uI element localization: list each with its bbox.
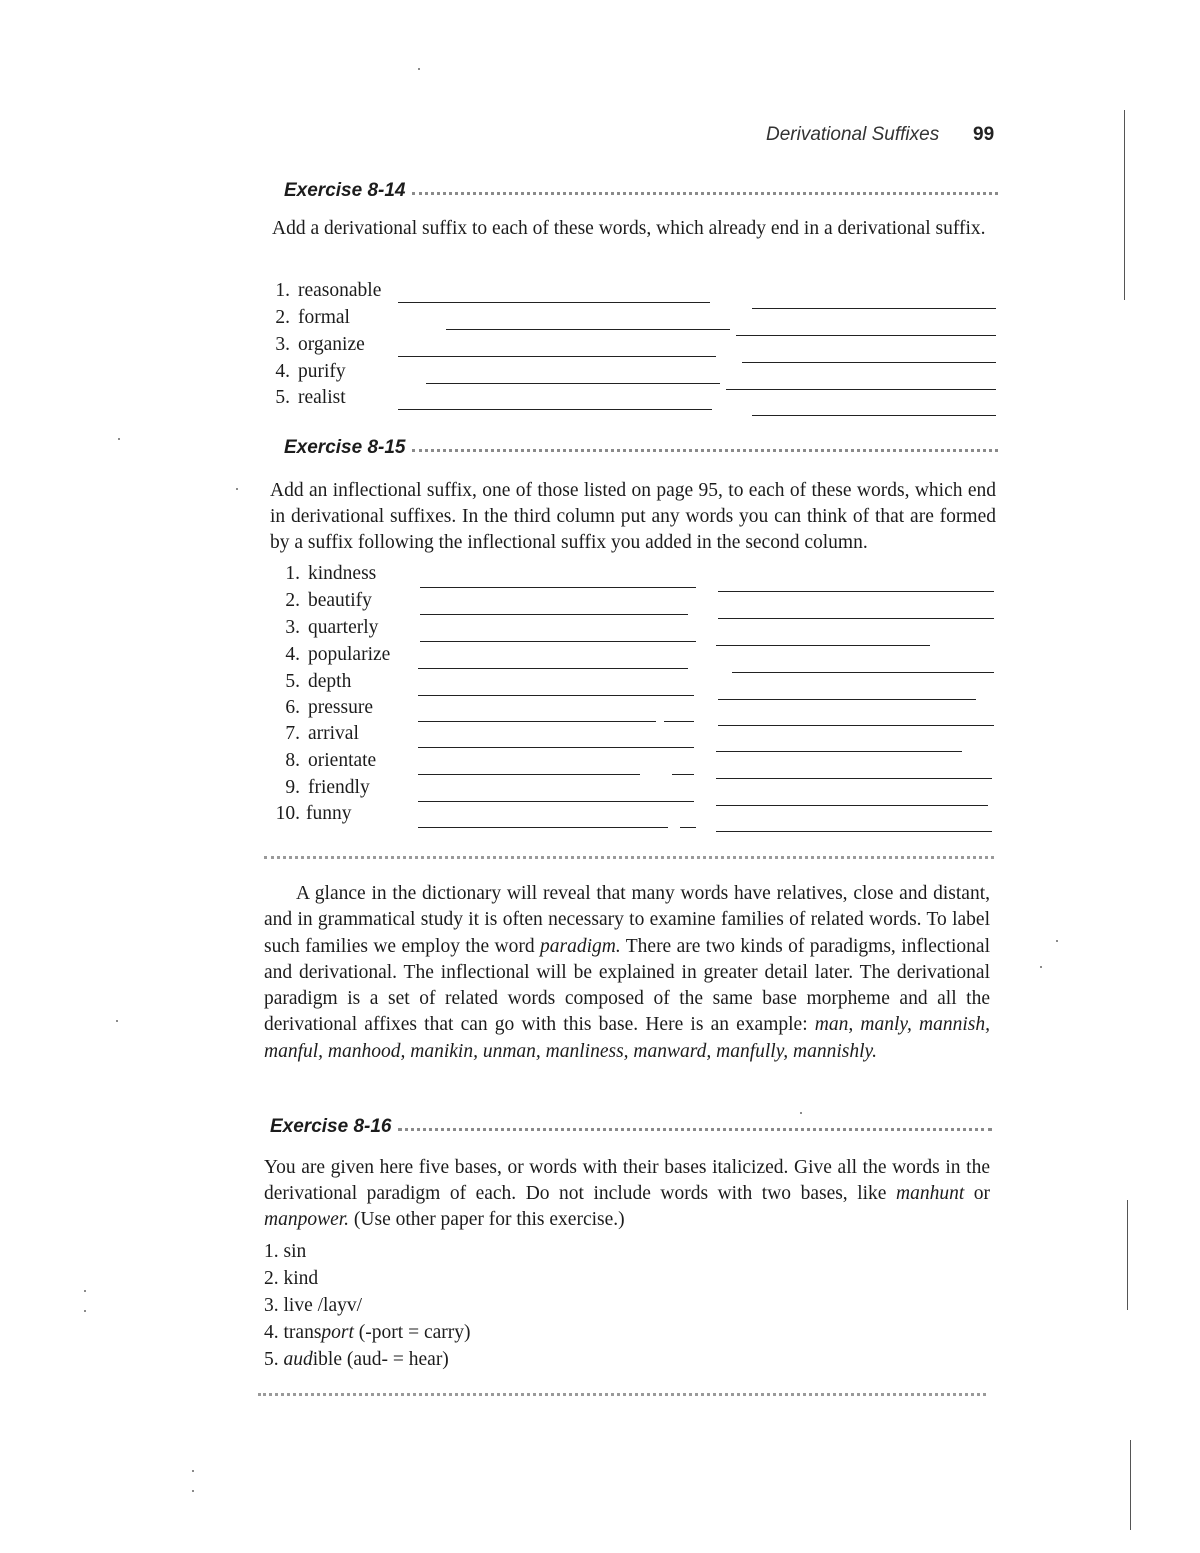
item-word: funny xyxy=(306,803,352,824)
list-item xyxy=(264,1292,470,1319)
item-word: formal xyxy=(298,307,350,328)
item-base: aud xyxy=(283,1349,313,1370)
item-word: beautify xyxy=(308,590,372,611)
scan-margin-line xyxy=(1124,110,1125,300)
scan-speck xyxy=(418,68,420,70)
item-word: reasonable xyxy=(298,280,382,301)
example-word-manhunt: manhunt xyxy=(895,1183,965,1204)
answer-blank[interactable] xyxy=(418,668,688,669)
item-word: friendly xyxy=(308,777,370,798)
list-item xyxy=(0,644,1200,670)
item-number: 8. xyxy=(285,750,300,771)
item-number: 6. xyxy=(285,697,300,718)
dotted-rule xyxy=(412,192,999,195)
item-number: 5. xyxy=(264,1349,279,1370)
answer-blank[interactable] xyxy=(418,827,668,828)
item-number: 9. xyxy=(285,777,300,798)
item-word: purify xyxy=(298,361,346,382)
item-number: 4. xyxy=(264,1322,279,1343)
list-item xyxy=(0,723,1200,749)
answer-blank[interactable] xyxy=(672,774,694,775)
exercise-title: Exercise 8-15 xyxy=(284,437,406,458)
scan-speck xyxy=(236,488,238,490)
body-paragraph xyxy=(264,881,990,1065)
dotted-rule xyxy=(398,1128,993,1131)
list-item xyxy=(0,280,1200,306)
exercise-8-16-instructions xyxy=(264,1155,990,1233)
item-number: 5. xyxy=(275,387,290,408)
section-divider xyxy=(258,1393,986,1396)
item-word: kindness xyxy=(308,563,377,584)
item-number: 1. xyxy=(264,1241,279,1262)
item-word: organize xyxy=(298,334,365,355)
answer-blank[interactable] xyxy=(418,721,656,722)
section-divider xyxy=(264,856,994,859)
item-word: realist xyxy=(298,387,346,408)
item-text: live /layv/ xyxy=(283,1295,363,1316)
answer-blank[interactable] xyxy=(752,415,996,416)
list-item xyxy=(0,697,1200,723)
item-word: popularize xyxy=(308,644,391,665)
instr-text-c: (Use other paper for this exercise.) xyxy=(349,1209,625,1230)
dotted-rule xyxy=(412,449,999,452)
scan-speck xyxy=(800,1112,802,1114)
item-number: 5. xyxy=(285,671,300,692)
answer-blank[interactable] xyxy=(420,614,688,615)
paragraph-term: paradigm. xyxy=(540,935,621,957)
item-word: quarterly xyxy=(308,617,379,638)
list-item xyxy=(0,334,1200,360)
list-item xyxy=(0,590,1200,616)
list-item xyxy=(0,750,1200,776)
item-text: sin xyxy=(283,1241,307,1262)
list-item xyxy=(0,307,1200,333)
item-number: 2. xyxy=(264,1268,279,1289)
paragraph-text-1: A glance in the dictionary will reveal that many words have relatives, close and distant, and in grammatical study it is often necessary to examine families of related words. To label such families we employ the word xyxy=(264,883,990,957)
instr-text-a: You are given here five bases, or words with their bases italicized. Give all the words in the derivational paradigm of each. Do not include words with two bases, like xyxy=(264,1157,990,1204)
scan-speck xyxy=(192,1490,194,1492)
list-item xyxy=(264,1265,470,1292)
scan-speck xyxy=(116,1020,118,1022)
list-item xyxy=(0,361,1200,387)
item-note: ible (aud- = hear) xyxy=(312,1349,449,1370)
answer-blank[interactable] xyxy=(664,721,694,722)
list-item xyxy=(0,563,1200,589)
answer-blank[interactable] xyxy=(418,801,694,802)
scan-speck xyxy=(84,1310,86,1312)
item-number: 10. xyxy=(275,803,300,824)
exercise-8-16-list xyxy=(264,1238,470,1373)
item-number: 3. xyxy=(275,334,290,355)
answer-blank[interactable] xyxy=(716,831,992,832)
item-base: port xyxy=(321,1322,354,1343)
answer-blank[interactable] xyxy=(420,587,696,588)
answer-blank[interactable] xyxy=(398,356,716,357)
answer-blank[interactable] xyxy=(418,774,640,775)
example-word-manpower: manpower. xyxy=(264,1209,350,1230)
answer-blank[interactable] xyxy=(398,302,710,303)
exercise-8-16-heading xyxy=(270,1116,992,1138)
list-item xyxy=(0,777,1200,803)
scan-speck xyxy=(192,1470,194,1472)
answer-blank[interactable] xyxy=(418,747,694,748)
list-item xyxy=(264,1319,470,1346)
list-item xyxy=(0,803,1200,829)
answer-blank[interactable] xyxy=(680,827,696,828)
instr-text-b: or xyxy=(964,1183,991,1204)
item-number: 3. xyxy=(285,617,300,638)
scan-speck xyxy=(118,438,120,440)
list-item xyxy=(264,1238,470,1265)
item-number: 4. xyxy=(285,644,300,665)
exercise-title: Exercise 8-16 xyxy=(270,1116,392,1137)
answer-blank[interactable] xyxy=(446,329,730,330)
scan-speck xyxy=(1040,966,1042,968)
exercise-8-14-heading xyxy=(284,180,998,202)
exercise-8-14-instructions: Add a derivational suffix to each of these words, which already end in a derivational suffix. xyxy=(272,218,986,239)
scan-margin-line xyxy=(1130,1440,1131,1530)
item-text: trans xyxy=(283,1322,322,1343)
item-number: 1. xyxy=(275,280,290,301)
list-item xyxy=(0,671,1200,697)
scan-speck xyxy=(1056,940,1058,942)
item-number: 2. xyxy=(285,590,300,611)
exercise-8-15-instructions: Add an inflectional suffix, one of those listed on page 95, to each of these words, which end in derivational suffixes. In the third column put any words you can think of that are formed by a suffix following the inflectional suffix you added in the second column. xyxy=(270,480,996,553)
scan-speck xyxy=(84,1290,86,1292)
answer-blank[interactable] xyxy=(426,383,720,384)
answer-blank[interactable] xyxy=(420,641,696,642)
paragraph-example: man, manly, mannish, manful, manhood, manikin, unman, manliness, manward, manfully, mannishly. xyxy=(264,1014,991,1062)
item-number: 7. xyxy=(285,723,300,744)
item-note: (-port = carry) xyxy=(353,1322,471,1343)
answer-blank[interactable] xyxy=(398,409,712,410)
item-number: 3. xyxy=(264,1295,279,1316)
item-word: depth xyxy=(308,671,352,692)
scan-margin-line xyxy=(1127,1200,1128,1310)
exercise-8-15-heading xyxy=(284,437,998,459)
running-head: Derivational Suffixes xyxy=(766,124,940,145)
paragraph-text-2: There are two kinds of paradigms, inflectional and derivational. The inflectional will be explained in greater detail later. The derivational paradigm is a set of related words composed of the same base morpheme and all the derivational affixes that can go with this base. Here is an example: xyxy=(264,935,990,1036)
item-text: kind xyxy=(283,1268,319,1289)
item-number: 4. xyxy=(275,361,290,382)
list-item xyxy=(264,1346,470,1373)
item-number: 1. xyxy=(285,563,300,584)
page-number: 99 xyxy=(973,124,995,145)
answer-blank[interactable] xyxy=(418,695,694,696)
item-number: 2. xyxy=(275,307,290,328)
item-word: orientate xyxy=(308,750,377,771)
exercise-title: Exercise 8-14 xyxy=(284,180,406,201)
item-word: arrival xyxy=(308,723,359,744)
list-item xyxy=(0,387,1200,413)
list-item xyxy=(0,617,1200,643)
item-word: pressure xyxy=(308,697,373,718)
